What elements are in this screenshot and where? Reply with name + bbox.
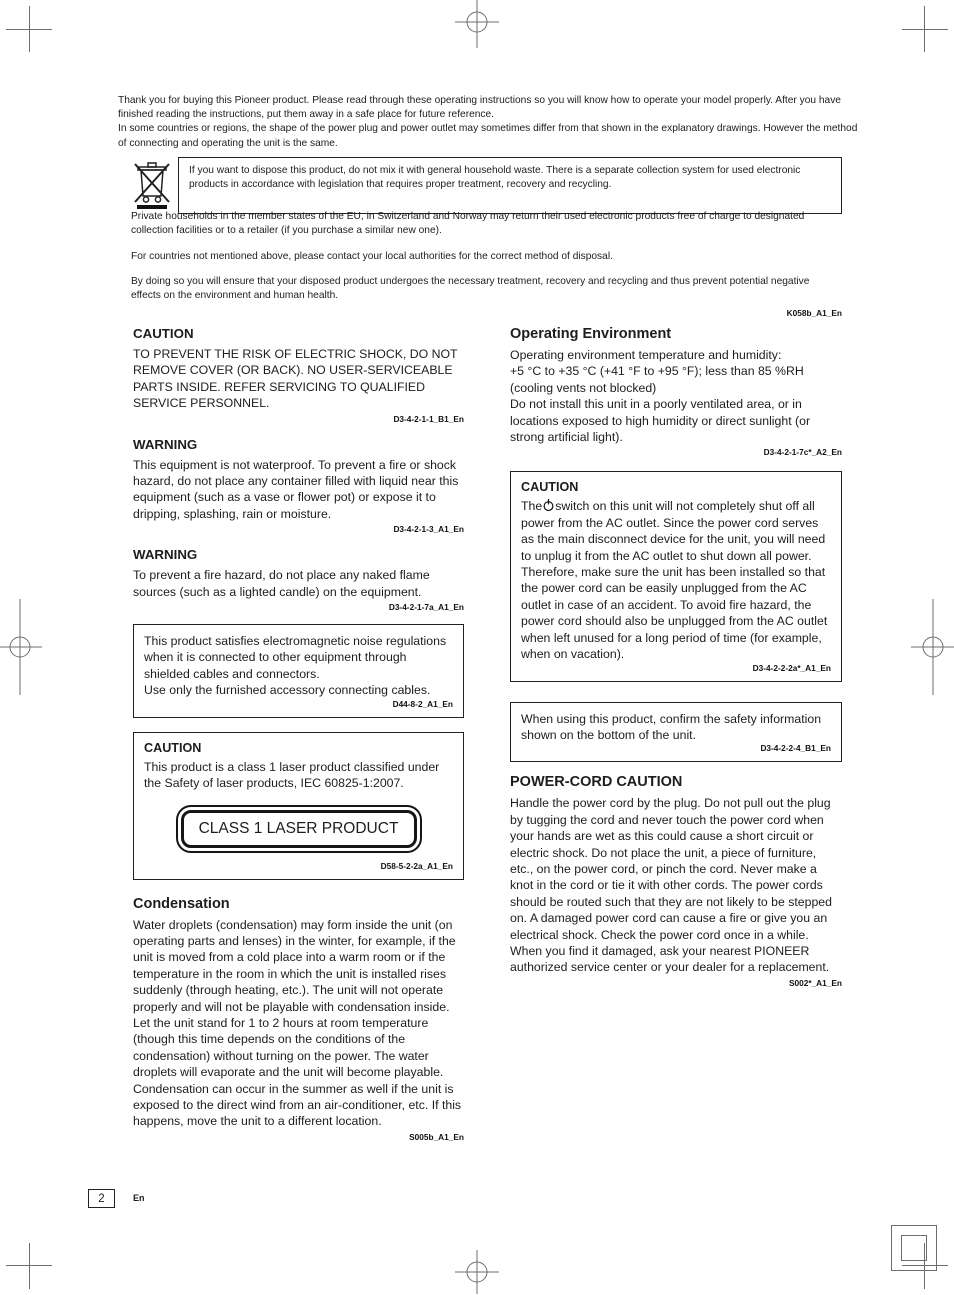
intro-paragraph: In some countries or regions, the shape of the power plug and power outlet may sometimes differ from that shown in the explanatory drawings. However the method of connecting and operating the unit is the same. (118, 123, 858, 149)
doc-code: D3-4-2-2-4_B1_En (760, 743, 831, 754)
body-text: Operating environment temperature and humidity: (510, 348, 782, 362)
laser-notice-box (133, 732, 464, 880)
doc-code: D58-5-2-2a_A1_En (380, 860, 453, 871)
condensation-heading: Condensation (133, 895, 230, 912)
warning-heading: WARNING (133, 547, 198, 563)
body-text: Private households in the member states of the EU, in Switzerland and Norway may return their used electronic products free of charge to designated collection facilities or to a retailer (if you purchase a similar new one). (131, 211, 805, 236)
body-text: For countries not mentioned above, please contact your local authorities for the correct method of disposal. (131, 250, 613, 262)
intro-text (118, 94, 860, 151)
doc-code: D3-4-2-2-2a*_A1_En (752, 662, 831, 673)
crop-mark (29, 1243, 30, 1289)
crop-mark (29, 6, 30, 52)
body-text: By doing so you will ensure that your disposed product undergoes the necessary treatment, recovery and recycling and thus prevent potential negative effects on the environment and human health. (131, 276, 810, 302)
body-text: This product satisfies electromagnetic noise regulations when it is connected to other equipment through shielded cables and connectors. (144, 634, 447, 681)
disposal-paragraphs (131, 210, 842, 321)
crop-mark (902, 29, 948, 30)
body-text: Do not install this unit in a poorly ventilated area, or in locations exposed to high humidity or direct sunlight (or strong artificial light). (510, 397, 811, 445)
body-text (521, 498, 831, 662)
body-text: +5 °C to +35 °C (+41 °F to +95 °F); less than 85 %RH (510, 364, 804, 379)
body-text: Handle the power cord by the plug. Do not pull out the plug by tugging the cord and never touch the power cord when your hands are wet as this could cause a short circuit or electric shock. Do not place the unit, a piece of furniture, etc., on the power cord, or pinch the cord. Never make a knot in the cord or tie it with other cords. The power cords should be routed such that they are not likely to be stepped on. A damaged power cord can cause a fire or give you an electrical shock. Check the power cord once in a while. When you find it damaged, ask your nearest PIONEER authorized service center or your dealer for a replacement. (510, 796, 832, 975)
power-caution-box (510, 471, 842, 681)
body-text: TO PREVENT THE RISK OF ELECTRIC SHOCK, DO NOT REMOVE COVER (OR BACK). NO USER-SERVICEABLE PARTS INSIDE. REFER SERVICING TO QUALIFIED SERVICE PERSONNEL. (133, 347, 458, 411)
doc-code: K058b_A1_En (786, 307, 842, 318)
caution-heading: CAUTION (133, 326, 194, 341)
disposal-notice (133, 157, 842, 214)
body-text: Use only the furnished accessory connecting cables. (144, 683, 431, 698)
doc-code: S005b_A1_En (409, 1131, 464, 1142)
operating-environment-heading: Operating Environment (510, 326, 672, 342)
body-text: This product is a class 1 laser product classified under the Safety of laser products, IEC 60825-1:2007. (144, 759, 440, 791)
doc-code: D3-4-2-1-7c*_A2_En (763, 447, 842, 458)
doc-code: D3-4-2-1-3_A1_En (393, 524, 464, 535)
registration-mark (911, 599, 954, 695)
disposal-notice-box (178, 157, 842, 214)
caution-heading: CAUTION (521, 480, 579, 495)
intro-paragraph: Thank you for buying this Pioneer product. Please read through these operating instructions so you will know how to operate your model properly. After you have finished reading the instructions, put them away in a safe place for future reference. (118, 95, 841, 121)
body-text: The (521, 499, 543, 514)
power-standby-icon (543, 499, 554, 511)
page-language: En (133, 1193, 145, 1203)
body-text: (cooling vents not blocked) (510, 380, 657, 395)
registration-mark (0, 599, 42, 695)
registration-mark (455, 1250, 499, 1294)
doc-code: S002*_A1_En (788, 977, 842, 988)
class1-laser-badge-label: CLASS 1 LASER PRODUCT (181, 810, 417, 848)
body-text: Water droplets (condensation) may form inside the unit (on operating parts and lenses) in the winter, for example, if the unit is moved from a cold place into a warm room or if the temperature in the room in which the unit is installed rises suddenly (through heating, etc.). The unit will not operate properly and will not be playable with condensation inside. Let the unit stand for 1 to 2 hours at room temperature (though this time depends on the conditions of the condensation) without turning on the power. The water droplets will evaporate and the unit will become playable. Condensation can occur in the summer as well if the unit is exposed to the direct wind from an air-conditioner, etc. If this happens, move the unit to a different location. (133, 917, 462, 1129)
body-text: This equipment is not waterproof. To prevent a fire or shock hazard, do not place any container filled with liquid near this equipment (such as a vase or flower pot) or expose it to dripping, splashing, rain or moisture. (133, 457, 459, 521)
class1-laser-badge (176, 805, 422, 853)
page-number: 2 (88, 1189, 115, 1208)
left-column (133, 326, 464, 1142)
doc-code: D3-4-2-1-1_B1_En (393, 413, 464, 424)
body-text: switch on this unit will not completely shut off all power from the AC outlet. Since the power cord serves as the main disconnect device for the unit, you will need to unplug it from the AC outlet to shut down all power. Therefore, make sure the unit has been installed so that the power cord can be easily unplugged from the AC outlet in case of an accident. To avoid fire hazard, the power cord should also be unplugged from the AC outlet when left unused for a long period of time (for example, when on vacation). (521, 499, 828, 662)
disposal-notice-text: If you want to dispose this product, do not mix it with general household waste. There is a separate collection system for used electronic products in accordance with legislation that requires proper treatment, recovery and recycling. (189, 165, 801, 191)
right-column (510, 326, 842, 988)
body-text: To prevent a fire hazard, do not place any naked flame sources (such as a lighted candle) on the equipment. (133, 568, 430, 599)
warning-heading: WARNING (133, 436, 198, 452)
power-cord-caution-heading: POWER-CORD CAUTION (510, 774, 683, 791)
doc-code: D3-4-2-1-7a_A1_En (388, 602, 464, 613)
weee-crossed-out-bin-icon (133, 157, 171, 214)
crop-mark (924, 6, 925, 52)
bottom-safety-info-box (510, 702, 842, 763)
emc-notice-box (133, 624, 464, 718)
registration-mark (455, 0, 499, 48)
doc-code: D44-8-2_A1_En (392, 698, 453, 709)
registration-mark (891, 1225, 937, 1271)
body-text: When using this product, confirm the safety information shown on the bottom of the unit. (521, 711, 822, 742)
caution-heading: CAUTION (144, 740, 202, 755)
